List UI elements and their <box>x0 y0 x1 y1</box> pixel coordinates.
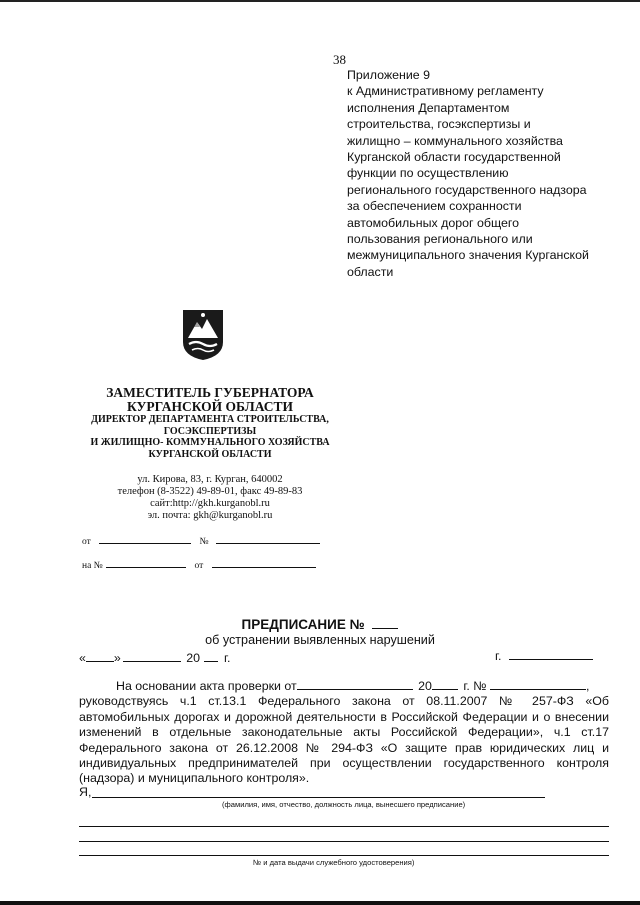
coat-of-arms-icon <box>181 308 225 362</box>
appendix-line: пользования регионального или <box>347 232 533 247</box>
number-field[interactable] <box>216 534 320 544</box>
appendix-line: Курганской области государственной <box>347 150 561 165</box>
appendix-line: исполнения Департаментом <box>347 100 510 115</box>
month-field[interactable] <box>123 652 181 662</box>
from-label-2: от <box>194 561 204 571</box>
appendix-line: строительства, госэкспертизы и <box>347 117 531 132</box>
inspector-caption: (фамилия, имя, отчество, должность лица, вынесшего предписание) <box>222 800 466 809</box>
date-open-quote: « <box>79 651 86 665</box>
prescription-number-field[interactable] <box>372 618 398 629</box>
certificate-caption: № и дата выдачи служебного удостоверения) <box>253 858 415 867</box>
appendix-line: межмуниципального значения Курганской <box>347 248 589 263</box>
date-line <box>79 651 230 665</box>
on-number-field[interactable] <box>106 558 186 568</box>
day-field[interactable] <box>86 652 114 662</box>
address-block <box>70 474 350 522</box>
act-line-end: , <box>586 679 590 693</box>
appendix-line: регионального государственного надзора <box>347 182 587 197</box>
appendix-line: жилищно – коммунального хозяйства <box>347 133 563 148</box>
appendix-line: Приложение 9 <box>347 68 431 82</box>
from-date-field-2[interactable] <box>212 558 316 568</box>
org-title-line: ЗАМЕСТИТЕЛЬ ГУБЕРНАТОРА <box>106 385 314 400</box>
registration-line-1 <box>82 534 320 547</box>
appendix-line: автомобильных дорог общего <box>347 215 520 230</box>
dept-line: ДИРЕКТОР ДЕПАРТАМЕНТА СТРОИТЕЛЬСТВА, <box>91 414 329 425</box>
city-field[interactable] <box>509 650 593 660</box>
on-number-label: на № <box>82 561 103 571</box>
act-year-field[interactable] <box>432 680 458 690</box>
appendix-line: к Административному регламенту <box>347 84 544 99</box>
blank-line[interactable] <box>79 826 609 827</box>
registration-line-2 <box>82 558 316 571</box>
dept-line: И ЖИЛИЩНО- КОММУНАЛЬНОГО ХОЗЯЙСТВА <box>90 437 330 448</box>
city-label: г. <box>495 649 502 663</box>
from-label: от <box>82 537 91 547</box>
year-prefix: 20 <box>186 651 201 665</box>
document-subtitle: об устранении выявленных нарушений <box>205 633 435 647</box>
email: эл. почта: gkh@kurganobl.ru <box>147 510 273 521</box>
appendix-line: функции по осуществлению <box>347 166 509 181</box>
dept-line: ГОСЭКСПЕРТИЗЫ <box>163 425 257 437</box>
prescription-body <box>79 679 609 787</box>
certificate-field[interactable] <box>79 855 609 856</box>
legal-basis-text: руководствуясь ч.1 ст.13.1 Федерального закона от 08.11.2007 № 257-ФЗ «Об автомобильных дорогах и дорожной деятельности в Российской Федерации и о внесении изменений в отдельные законодательные акты Российской Федерации», ч.1 ст.17 Федерального закона от 26.12.2008 № 294-ФЗ «О защите прав юридических лиц и индивидуальных предпринимателей при осуществлении государственного контроля (надзора) и муниципального контроля». <box>79 694 609 786</box>
website: сайт:http://gkh.kurganobl.ru <box>150 498 270 509</box>
act-date-field[interactable] <box>297 680 413 690</box>
act-reference-text: На основании акта проверки от <box>116 679 297 693</box>
org-title-line: КУРГАНСКОЙ ОБЛАСТИ <box>126 399 294 414</box>
year-field[interactable] <box>204 652 218 662</box>
year-suffix: г. <box>223 651 231 665</box>
inspector-label: Я, <box>79 785 92 799</box>
act-number-field[interactable] <box>490 680 586 690</box>
dept-line: КУРГАНСКОЙ ОБЛАСТИ <box>148 448 272 460</box>
inspector-name-field[interactable] <box>92 797 545 798</box>
blank-line[interactable] <box>79 841 609 842</box>
street-address: ул. Кирова, 83, г. Курган, 640002 <box>137 474 283 485</box>
number-label: № <box>199 537 209 547</box>
act-number-label: г. № <box>463 679 487 693</box>
appendix-line: за обеспечением сохранности <box>347 199 522 214</box>
appendix-line: области <box>347 264 394 279</box>
from-date-field[interactable] <box>99 534 191 544</box>
act-reference-line <box>79 679 609 694</box>
organization-header <box>70 386 350 460</box>
date-close-quote: » <box>113 651 121 665</box>
title-text: ПРЕДПИСАНИЕ № <box>241 617 365 632</box>
page-number: 38 <box>333 52 346 67</box>
act-year-prefix: 20 <box>418 679 432 693</box>
appendix-block <box>347 67 617 280</box>
city-line <box>495 649 593 663</box>
phone-fax: телефон (8-3522) 49-89-01, факс 49-89-83 <box>117 486 303 497</box>
document-title <box>0 617 640 632</box>
